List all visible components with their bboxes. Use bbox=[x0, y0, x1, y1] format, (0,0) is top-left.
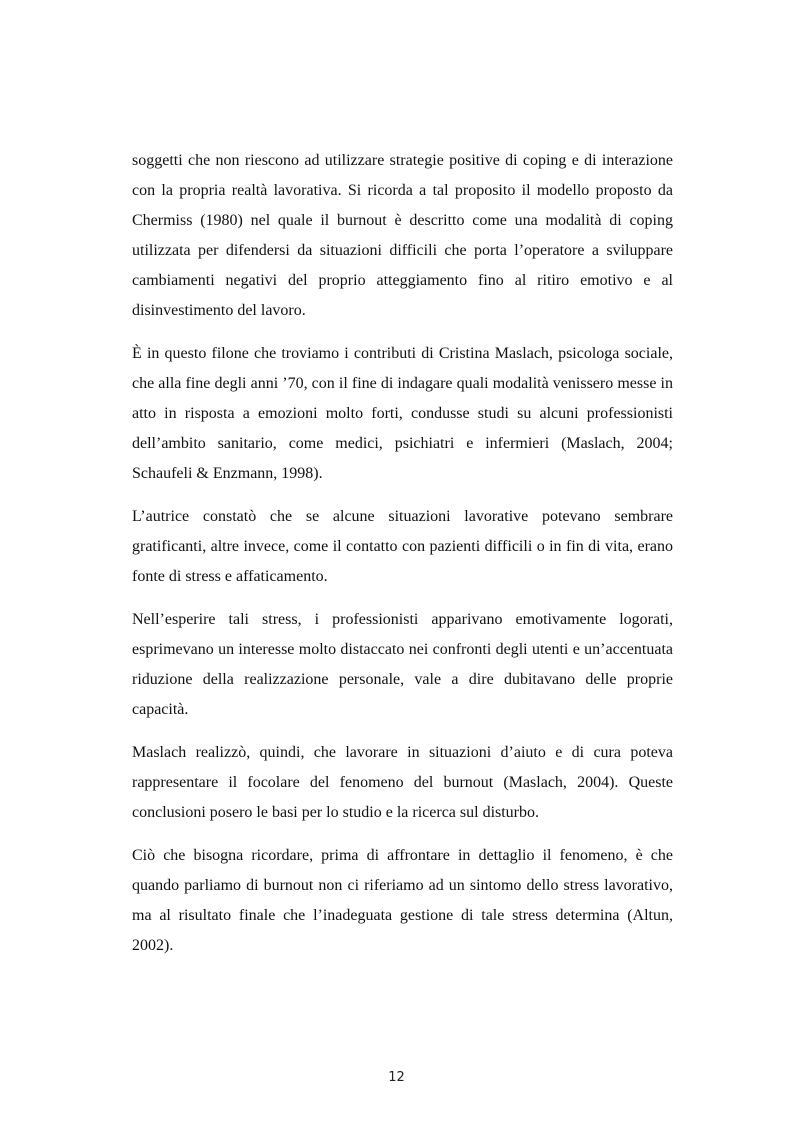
paragraph-burnout-focus: Maslach realizzò, quindi, che lavorare in situazioni d’aiuto e di cura poteva rappresentare il focolare del fenomeno del burnout (Maslach, 2004). Queste conclusioni posero le basi per lo studio e la ricerca sul disturbo. bbox=[132, 744, 673, 821]
page-number: 12 bbox=[388, 1070, 405, 1085]
paragraph-burnout-definition: Ciò che bisogna ricordare, prima di affrontare in dettaglio il fenomeno, è che quando parliamo di burnout non ci riferiamo ad un sintomo dello stress lavorativo, ma al risultato finale che l’inadeguata gestione di tale stress determina (Altun, 2002). bbox=[132, 847, 673, 954]
paragraph-author-observations: L’autrice constatò che se alcune situazioni lavorative potevano sembrare gratificanti, altre invece, come il contatto con pazienti difficili o in fin di vita, erano fonte di stress e affaticamento. bbox=[132, 508, 673, 585]
paragraph-emotional-exhaustion: Nell’esperire tali stress, i professionisti apparivano emotivamente logorati, esprimevano un interesse molto distaccato nei confronti degli utenti e un’accentuata riduzione della realizzazione personale, vale a dire dubitavano delle proprie capacità. bbox=[132, 611, 673, 718]
paragraph-maslach-contributions: È in questo filone che troviamo i contributi di Cristina Maslach, psicologa sociale, che alla fine degli anni ’70, con il fine di indagare quali modalità venissero messe in atto in risposta a emozioni molto forti, condusse studi su alcuni professionisti dell’ambito sanitario, come medici, psichiatri e infermieri (Maslach, 2004; Schaufeli & Enzmann, 1998). bbox=[132, 345, 673, 482]
body-text bbox=[132, 146, 673, 974]
paragraph-coping-model: soggetti che non riescono ad utilizzare strategie positive di coping e di interazione con la propria realtà lavorativa. Si ricorda a tal proposito il modello proposto da Chermiss (1980) nel quale il burnout è descritto come una modalità di coping utilizzata per difendersi da situazioni difficili che porta l’operatore a sviluppare cambiamenti negativi del proprio atteggiamento fino al ritiro emotivo e al disinvestimento del lavoro. bbox=[132, 152, 673, 319]
